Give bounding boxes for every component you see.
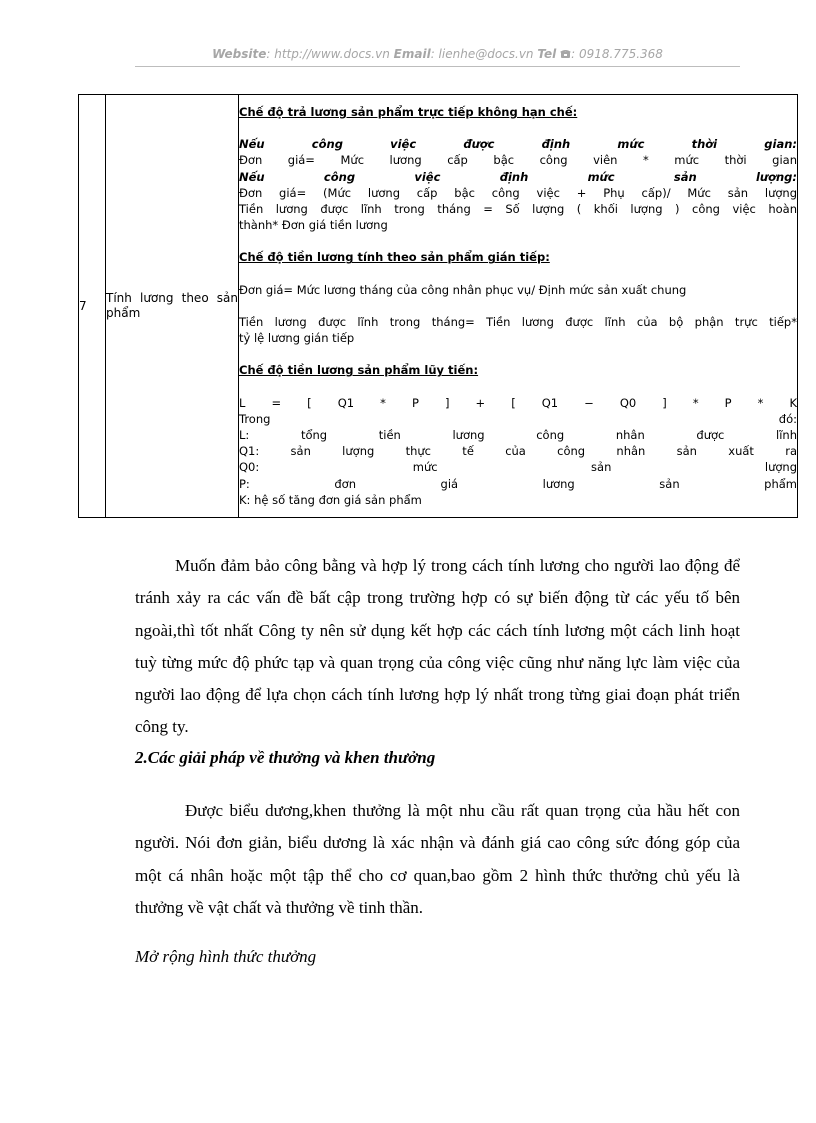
body-paragraph-1-block [135, 550, 740, 744]
phone-icon [560, 49, 571, 59]
section3-where: Trong đó: [239, 411, 797, 426]
section1-case1-title: Nếu công việc được định mức thời gian: [239, 137, 797, 152]
section2-heading: Chế độ tiền lương tính theo sản phẩm gián tiếp: [239, 250, 550, 265]
section-title: 2.Các giải pháp về thưởng và khen thưởng [135, 748, 436, 767]
section3-def-Q0: Q0: mức sản lượng [239, 460, 797, 475]
section3-def-K: K: hệ số tăng đơn giá sản phẩm [239, 492, 422, 507]
section-title-block [135, 748, 740, 768]
section1-heading: Chế độ trả lương sản phẩm trực tiếp không hạn chế: [239, 105, 578, 120]
header-divider [135, 66, 740, 67]
section3-def-Q1: Q1: sản lượng thực tế của công nhân sản xuất ra [239, 444, 797, 459]
section1-case1-formula: Đơn giá= Mức lương cấp bậc công viên * mức thời gian [239, 153, 797, 168]
section3-formula: L = [ Q1 * P ] + [ Q1 − Q0 ] * P * K [239, 395, 797, 410]
row-content [239, 95, 798, 518]
row-title: Tính lương theo sản phẩm [106, 95, 239, 518]
section1-case2-title: Nếu công việc định mức sản lượng: [239, 169, 797, 184]
section2-wage-line1: Tiền lương được lĩnh trong tháng= Tiền lương được lĩnh của bộ phận trực tiếp* [239, 314, 797, 329]
tel-value: : 0918.775.368 [571, 47, 663, 61]
website-label: Website [212, 47, 267, 61]
website-value: : http://www.docs.vn [266, 47, 390, 61]
row-number: 7 [79, 95, 106, 518]
section2-wage-line2: tỷ lệ lương gián tiếp [239, 331, 355, 346]
section3-def-L: L: tổng tiền lương công nhân được lĩnh [239, 427, 797, 442]
table-row [79, 95, 798, 518]
section1-case2-formula: Đơn giá= (Mức lương cấp bậc công việc + Phụ cấp)/ Mức sản lượng [239, 185, 797, 200]
body-paragraph-1: Muốn đảm bảo công bằng và hợp lý trong cách tính lương cho người lao động để tránh xảy ra các vấn đề bất cập trong trường hợp có sự biến động từ các yếu tố bên ngoài,thì tốt nhất Công ty nên sử dụng kết hợp các cách tính lương một cách linh hoạt tuỳ từng mức độ phức tạp và quan trọng của công việc cũng như năng lực làm việc của người lao động để lựa chọn cách tính lương hợp lý nhất trong từng giai đoạn phát triển công ty. [135, 556, 740, 737]
tel-label: Tel [537, 47, 557, 61]
email-label: Email [393, 47, 431, 61]
section2-formula: Đơn giá= Mức lương tháng của công nhân phục vụ/ Định mức sản xuất chung [239, 282, 687, 297]
page-header [135, 47, 740, 61]
body-paragraph-2: Được biểu dương,khen thưởng là một nhu cầu rất quan trọng của hầu hết con người. Nói đơn giản, biểu dương là xác nhận và đánh giá cao công sức đóng góp của một cá nhân hoặc một tập thể cho cơ quan,bao gồm 2 hình thức thưởng chủ yếu là thưởng về vật chất và thưởng về tinh thần. [135, 801, 740, 917]
section1-wage-line1: Tiền lương được lĩnh trong tháng = Số lượng ( khối lượng ) công việc hoàn [239, 202, 797, 217]
section3-heading: Chế độ tiền lương sản phẩm lũy tiến: [239, 363, 479, 378]
section1-wage-line2: thành* Đơn giá tiền lương [239, 218, 388, 233]
subheading: Mở rộng hình thức thưởng [135, 947, 317, 966]
email-value: : lienhe@docs.vn [430, 47, 534, 61]
body-paragraph-2-block [135, 795, 740, 924]
salary-method-table [78, 94, 798, 518]
section3-def-P: P: đơn giá lương sản phẩm [239, 476, 797, 491]
subheading-block [135, 947, 740, 967]
